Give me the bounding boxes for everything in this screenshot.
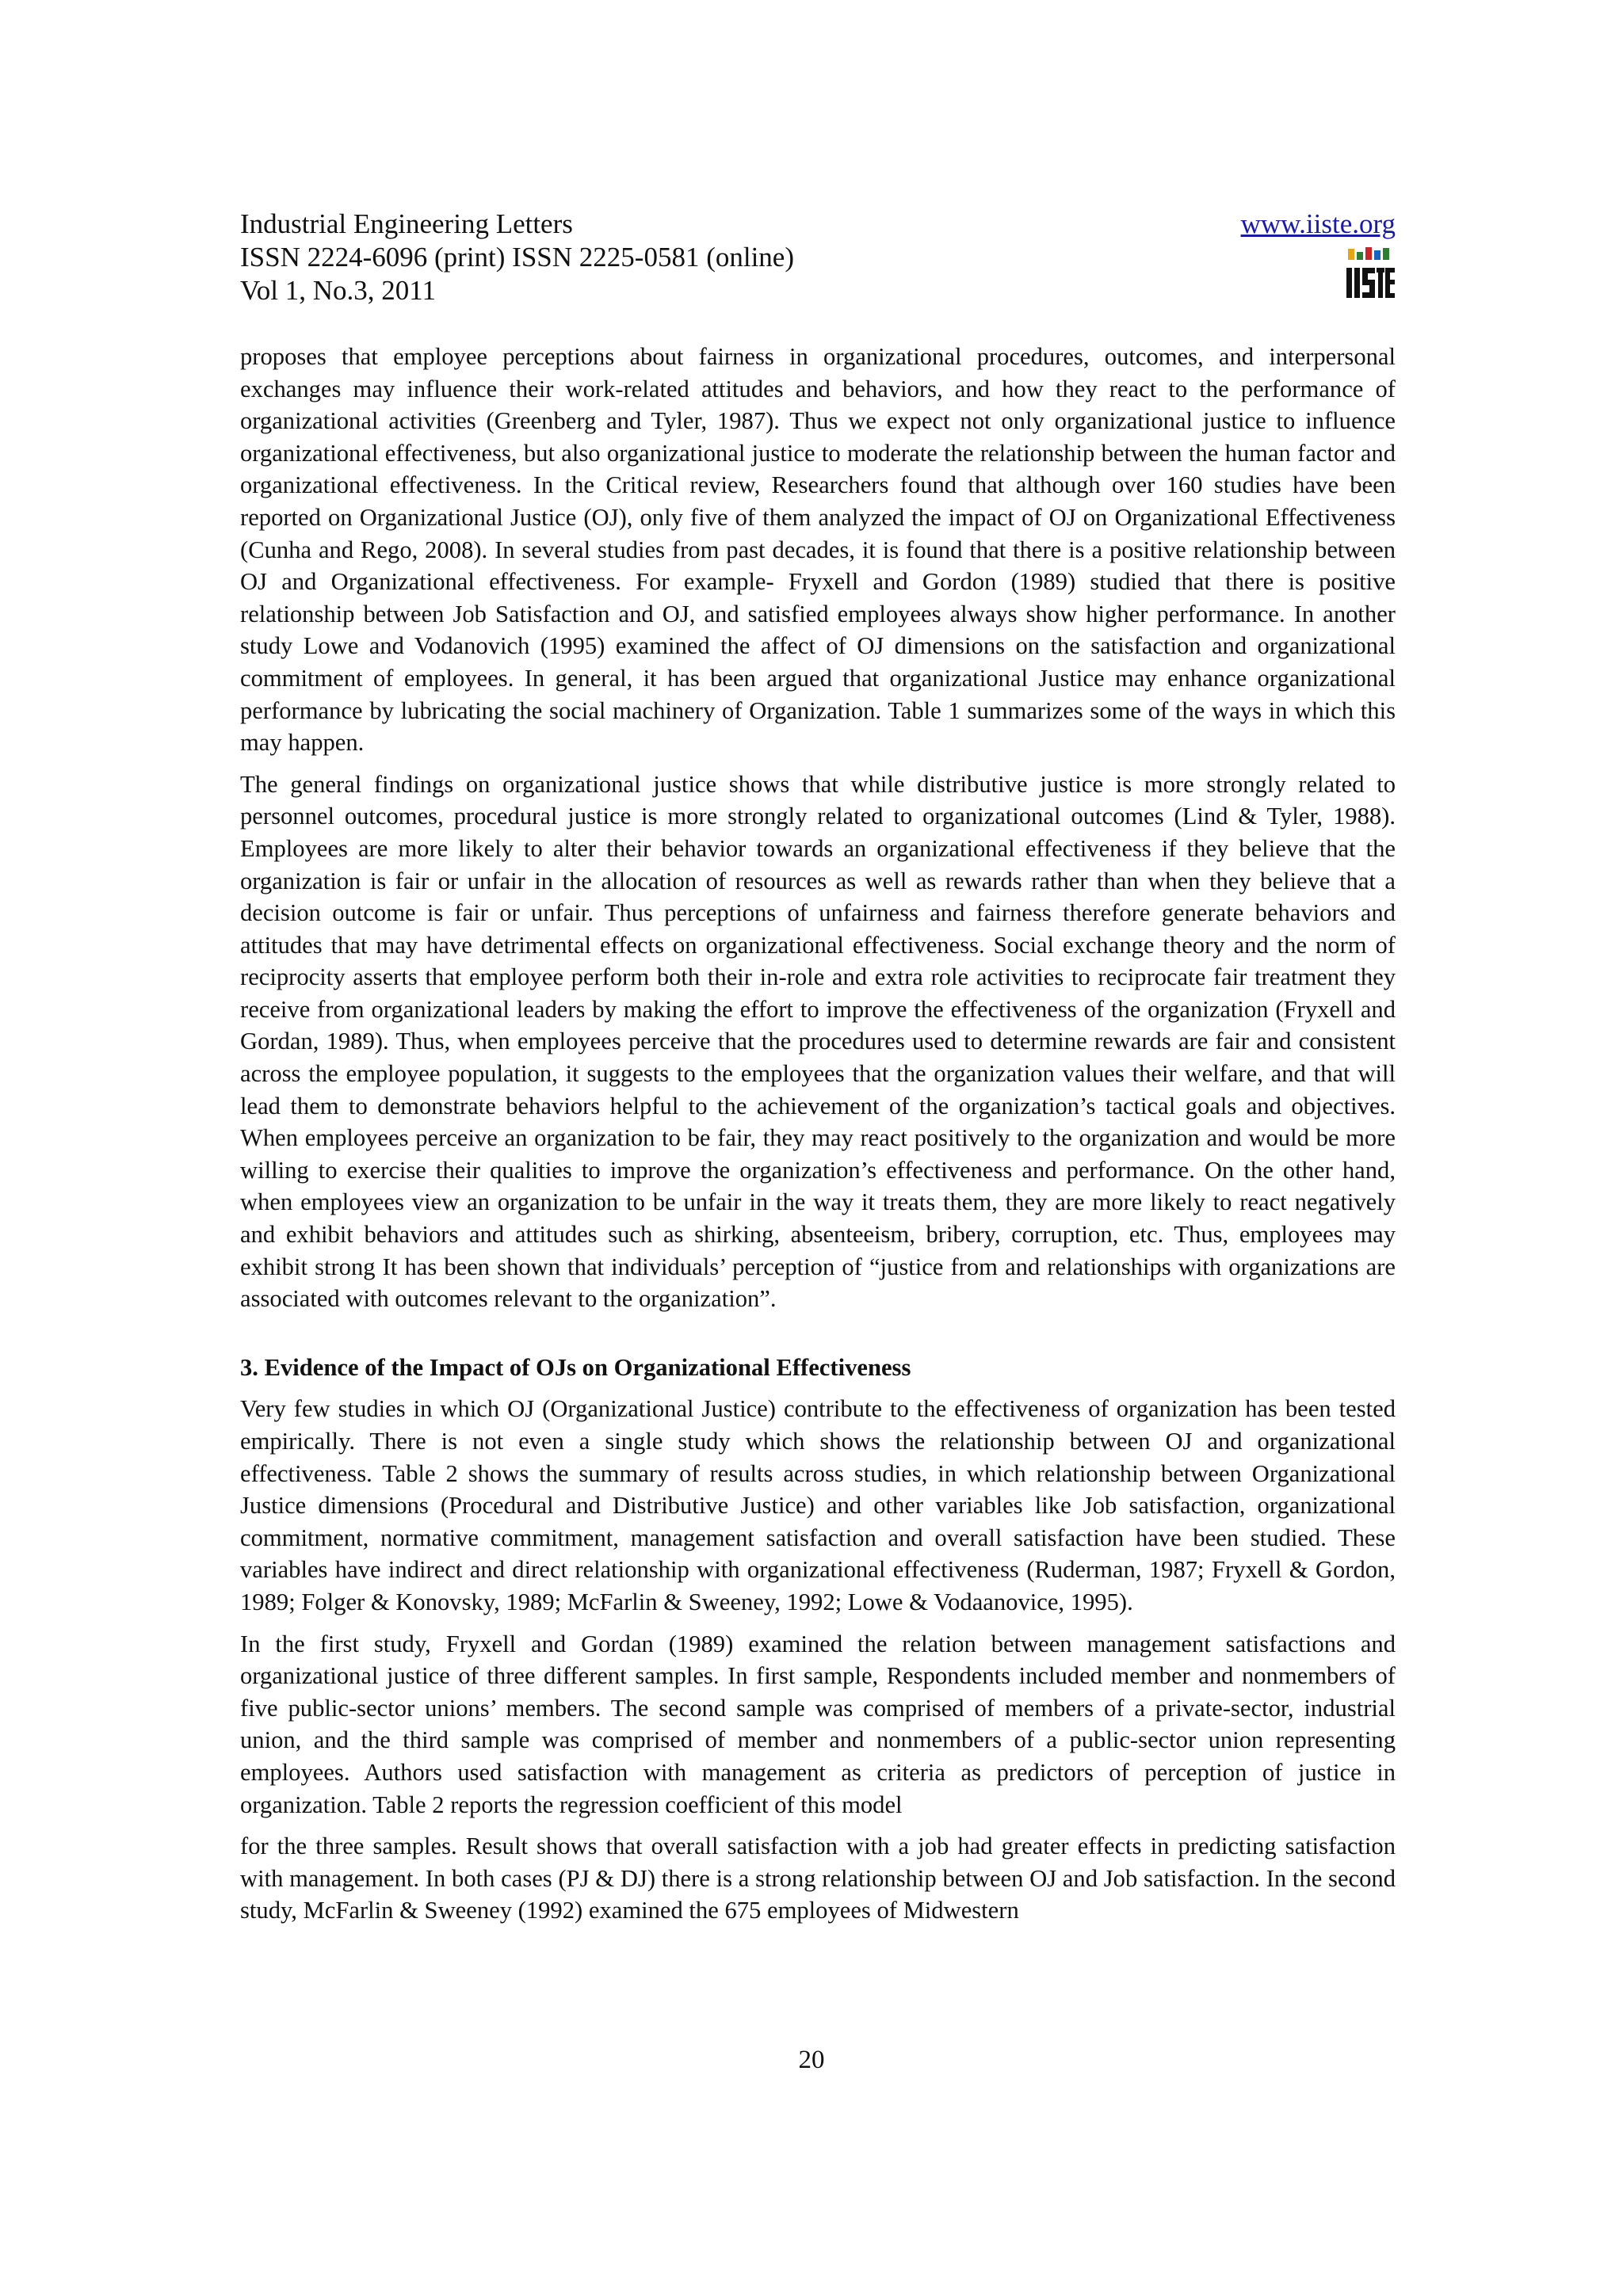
journal-issn: ISSN 2224-6096 (print) ISSN 2225-0581 (online) [240, 242, 794, 273]
website-link[interactable]: www.iiste.org [1240, 208, 1396, 239]
section-heading: 3. Evidence of the Impact of OJs on Organizational Effectiveness [240, 1353, 911, 1381]
iiste-logo-icon [1343, 246, 1396, 301]
article-body [240, 341, 1396, 1936]
journal-title: Industrial Engineering Letters [240, 208, 573, 239]
section-paragraph-2: In the first study, Fryxell and Gordan (1989) examined the relation between management satisfactions and organizational justice of three different samples. In first sample, Respondents included member and nonmembers of five public-sector unions’ members. The second sample was comprised of members of a private-sector, industrial union, and the third sample was comprised of member and nonmembers of a public-sector union representing employees. Authors used satisfaction with management as criteria as predictors of perception of justice in organization. Table 2 reports the regression coefficient of this model [240, 1630, 1396, 1818]
page-number: 20 [798, 2046, 825, 2074]
section-paragraph-3: for the three samples. Result shows that overall satisfaction with a job had greater effects in predicting satisfaction with management. In both cases (PJ & DJ) there is a strong relationship between OJ and Job satisfaction. In the second study, McFarlin & Sweeney (1992) examined the 675 employees of Midwestern [240, 1833, 1396, 1924]
paragraph-1: proposes that employee perceptions about fairness in organizational procedures, outcomes, and interpersonal exchanges may influence their work-related attitudes and behaviors, and how they react to the performance of organizational activities (Greenberg and Tyler, 1987). Thus we expect not only organizational justice to influence organizational effectiveness, but also organizational justice to moderate the relationship between the human factor and organizational effectiveness. In the Critical review, Researchers found that although over 160 studies have been reported on Organizational Justice (OJ), only five of them analyzed the impact of OJ on Organizational Effectiveness (Cunha and Rego, 2008). In several studies from past decades, it is found that there is a positive relationship between OJ and Organizational effectiveness. For example- Fryxell and Gordon (1989) studied that there is positive relationship between Job Satisfaction and OJ, and satisfied employees always show higher performance. In another study Lowe and Vodanovich (1995) examined the affect of OJ dimensions on the satisfaction and organizational commitment of employees. In general, it has been argued that organizational Justice may enhance organizational performance by lubricating the social machinery of Organization. Table 1 summarizes some of the ways in which this may happen. [240, 343, 1396, 757]
page-header [240, 208, 1396, 311]
journal-info [240, 208, 794, 307]
journal-volume: Vol 1, No.3, 2011 [240, 275, 436, 306]
paragraph-2: The general findings on organizational justice shows that while distributive justice is more strongly related to personnel outcomes, procedural justice is more strongly related to organizational outcomes (Lind & Tyler, 1988). Employees are more likely to alter their behavior towards an organizational effectiveness if they believe that the organization is fair or unfair in the allocation of resources as well as rewards rather than when they believe that a decision outcome is fair or unfair. Thus perceptions of unfairness and fairness therefore generate behaviors and attitudes that may have detrimental effects on organizational effectiveness. Social exchange theory and the norm of reciprocity asserts that employee perform both their in-role and extra role activities to reciprocate fair treatment they receive from organizational leaders by making the effort to improve the effectiveness of the organization (Fryxell and Gordan, 1989). Thus, when employees perceive that the procedures used to determine rewards are fair and consistent across the employee population, it suggests to the employees that the organization values their welfare, and that will lead them to demonstrate behaviors helpful to the achievement of the organization’s tactical goals and objectives. When employees perceive an organization to be fair, they may react positively to the organization and would be more willing to exercise their qualities to improve the organization’s effectiveness and performance. On the other hand, when employees view an organization to be unfair in the way it treats them, they are more likely to react negatively and exhibit behaviors and attitudes such as shirking, absenteeism, bribery, corruption, etc. Thus, employees may exhibit strong It has been shown that individuals’ perception of “justice from and relationships with organizations are associated with outcomes relevant to the organization”. [240, 770, 1396, 1313]
section-paragraph-1: Very few studies in which OJ (Organizational Justice) contribute to the effectiveness of organization has been tested empirically. There is not even a single study which shows the relationship between OJ and organizational effectiveness. Table 2 shows the summary of results across studies, in which relationship between Organizational Justice dimensions (Procedural and Distributive Justice) and other variables like Job satisfaction, organizational commitment, normative commitment, management satisfaction and overall satisfaction have been studied. These variables have indirect and direct relationship with organizational effectiveness (Ruderman, 1987; Fryxell & Gordon, 1989; Folger & Konovsky, 1989; McFarlin & Sweeney, 1992; Lowe & Vodaanovice, 1995). [240, 1395, 1396, 1615]
